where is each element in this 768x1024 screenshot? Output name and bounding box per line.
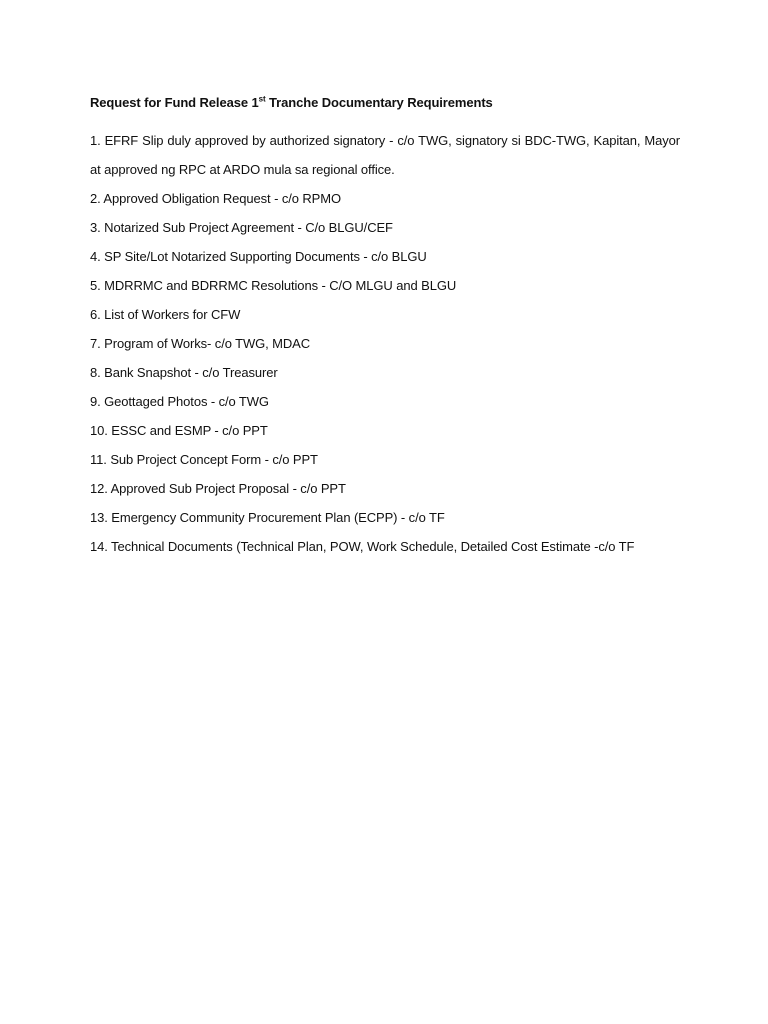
requirement-item: 12. Approved Sub Project Proposal - c/o PPT — [90, 481, 346, 496]
requirement-item: 2. Approved Obligation Request - c/o RPMO — [90, 191, 341, 206]
requirement-item: 7. Program of Works- c/o TWG, MDAC — [90, 336, 311, 351]
document-title — [90, 94, 680, 112]
title-superscript: st — [258, 94, 266, 104]
requirement-item: 8. Bank Snapshot - c/o Treasurer — [90, 365, 278, 380]
requirement-item: 9. Geottaged Photos - c/o TWG — [90, 394, 269, 409]
requirement-item: 6. List of Workers for CFW — [90, 307, 241, 322]
requirements-list — [90, 126, 680, 561]
requirement-item: 3. Notarized Sub Project Agreement - C/o BLGU/CEF — [90, 220, 393, 235]
document-content — [90, 94, 680, 561]
requirement-item: 13. Emergency Community Procurement Plan (ECPP) - c/o TF — [90, 510, 445, 525]
requirement-item: 4. SP Site/Lot Notarized Supporting Documents - c/o BLGU — [90, 249, 427, 264]
requirement-item: 10. ESSC and ESMP - c/o PPT — [90, 423, 268, 438]
title-text-rest: Tranche Documentary Requirements — [265, 95, 493, 110]
requirement-item: 11. Sub Project Concept Form - c/o PPT — [90, 452, 318, 467]
requirement-item: 1. EFRF Slip duly approved by authorized signatory - c/o TWG, signatory si BDC-TWG, Kapitan, Mayor at approved ng RPC at ARDO mula sa regional office. — [90, 133, 680, 177]
requirement-item: 5. MDRRMC and BDRRMC Resolutions - C/O MLGU and BLGU — [90, 278, 457, 293]
title-text: Request for Fund Release 1 — [90, 95, 259, 110]
requirement-item: 14. Technical Documents (Technical Plan, POW, Work Schedule, Detailed Cost Estimate -c/o TF — [90, 539, 635, 554]
